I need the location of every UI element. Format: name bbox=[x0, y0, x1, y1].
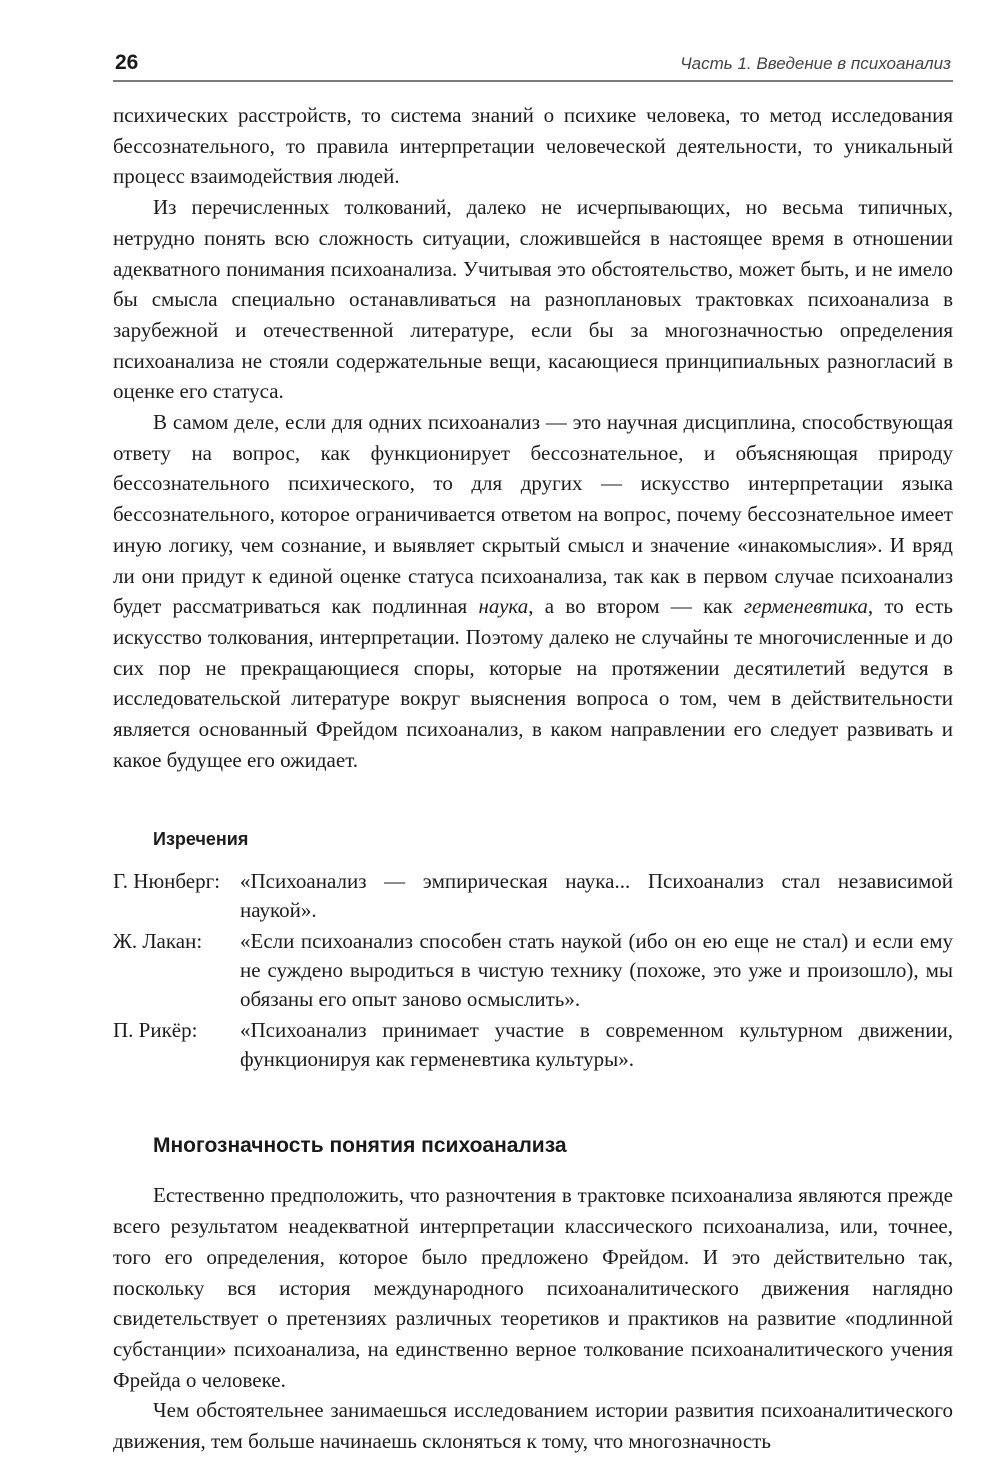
emphasis-germenevtika: герменевтика bbox=[743, 594, 868, 619]
saying-author: Ж. Лакан: bbox=[113, 929, 203, 954]
emphasis-nauka: наука bbox=[478, 594, 529, 619]
sayings-list bbox=[113, 867, 953, 1074]
page-content bbox=[113, 100, 953, 1457]
saying-quote: «Психоанализ — эмпирическая наука... Психоанализ стал независимой наукой». bbox=[240, 869, 953, 923]
page-number: 26 bbox=[115, 51, 139, 74]
paragraph-section-intro: Естественно предположить, что разночтения в трактовке психоанализа являются прежде всего результатом неадекватной интерпретации классического психоанализа, или, точнее, того его определения, которое было предложено Фрейдом. И это действительно так, поскольку вся история международного психоаналитического движения наглядно свидетельствует о претензиях различных теоретиков и практиков на развитие «подлинной субстанции» психоанализа, на единственно верное толкование психоаналитического учения Фрейда о человеке. bbox=[113, 1183, 953, 1392]
saying-author: П. Рикёр: bbox=[113, 1018, 198, 1043]
paragraph-status-debate bbox=[113, 407, 953, 775]
paragraph-interpretations: Из перечисленных толкований, далеко не исчерпывающих, но весьма типичных, нетрудно понять всю сложность ситуации, сложившейся в настоящее время в отношении адекватного понимания психоанализа. Учитывая это обстоятельство, может быть, и не имело бы смысла специально останавливаться на разноплановых трактовках психоанализа в зарубежной и отечественной литературе, если бы за многозначностью определения психоанализа не стояли содержательные вещи, касающиеся принципиальных разногласий в оценке его статуса. bbox=[113, 195, 953, 404]
saying-item bbox=[113, 867, 953, 925]
paragraph-section-continued: Чем обстоятельнее занимаешься исследованием истории развития психоаналитического движения, тем больше начинаешь склоняться к тому, что многозначность bbox=[113, 1398, 953, 1454]
page-header bbox=[113, 50, 953, 82]
saying-quote: «Если психоанализ способен стать наукой (ибо он ею еще не стал) и если ему не суждено выродиться в чистую технику (похоже, это уже и произошло), мы обязаны его опыт заново осмыслить». bbox=[240, 929, 953, 1012]
saying-quote: «Психоанализ принимает участие в современном культурном движении, функционируя как герменевтика культуры». bbox=[240, 1018, 953, 1072]
paragraph-continuation: психических расстройств, то система знаний о психике человека, то метод исследования бессознательного, то правила интерпретации человеческой деятельности, то уникальный процесс взаимодействия людей. bbox=[113, 103, 953, 189]
saying-item bbox=[113, 927, 953, 1014]
paragraph-text: , то есть искусство толкования, интерпретации. Поэтому далеко не случайны те многочисленные и до сих пор не прекращающиеся споры, которые на протяжении десятилетий ведутся в исследовательской литературе вокруг выяснения вопроса о том, чем в действительности является основанный Фрейдом психоанализ, в каком направлении его следует развивать и какое будущее его ожидает. bbox=[113, 594, 953, 772]
sayings-heading: Изречения bbox=[153, 829, 249, 850]
paragraph-text: , а во втором — как bbox=[528, 594, 744, 619]
paragraph-text: В самом деле, если для одних психоанализ — это научная дисциплина, способствующая ответу на вопрос, как функционирует бессознательное, и объясняющая природу бессознательного психического, то для других — искусство интерпретации языка бессознательного, которое ограничивается ответом на вопрос, почему бессознательное имеет иную логику, чем сознание, и выявляет скрытый смысл и значение «инакомыслия». И вряд ли они придут к единой оценке статуса психоанализа, так как в первом случае психоанализ будет рассматриваться как подлинная bbox=[113, 410, 953, 619]
section-heading: Многозначность понятия психоанализа bbox=[153, 1134, 567, 1158]
saying-item bbox=[113, 1016, 953, 1074]
running-title: Часть 1. Введение в психоанализ bbox=[680, 54, 951, 73]
saying-author: Г. Нюнберг: bbox=[113, 869, 221, 894]
